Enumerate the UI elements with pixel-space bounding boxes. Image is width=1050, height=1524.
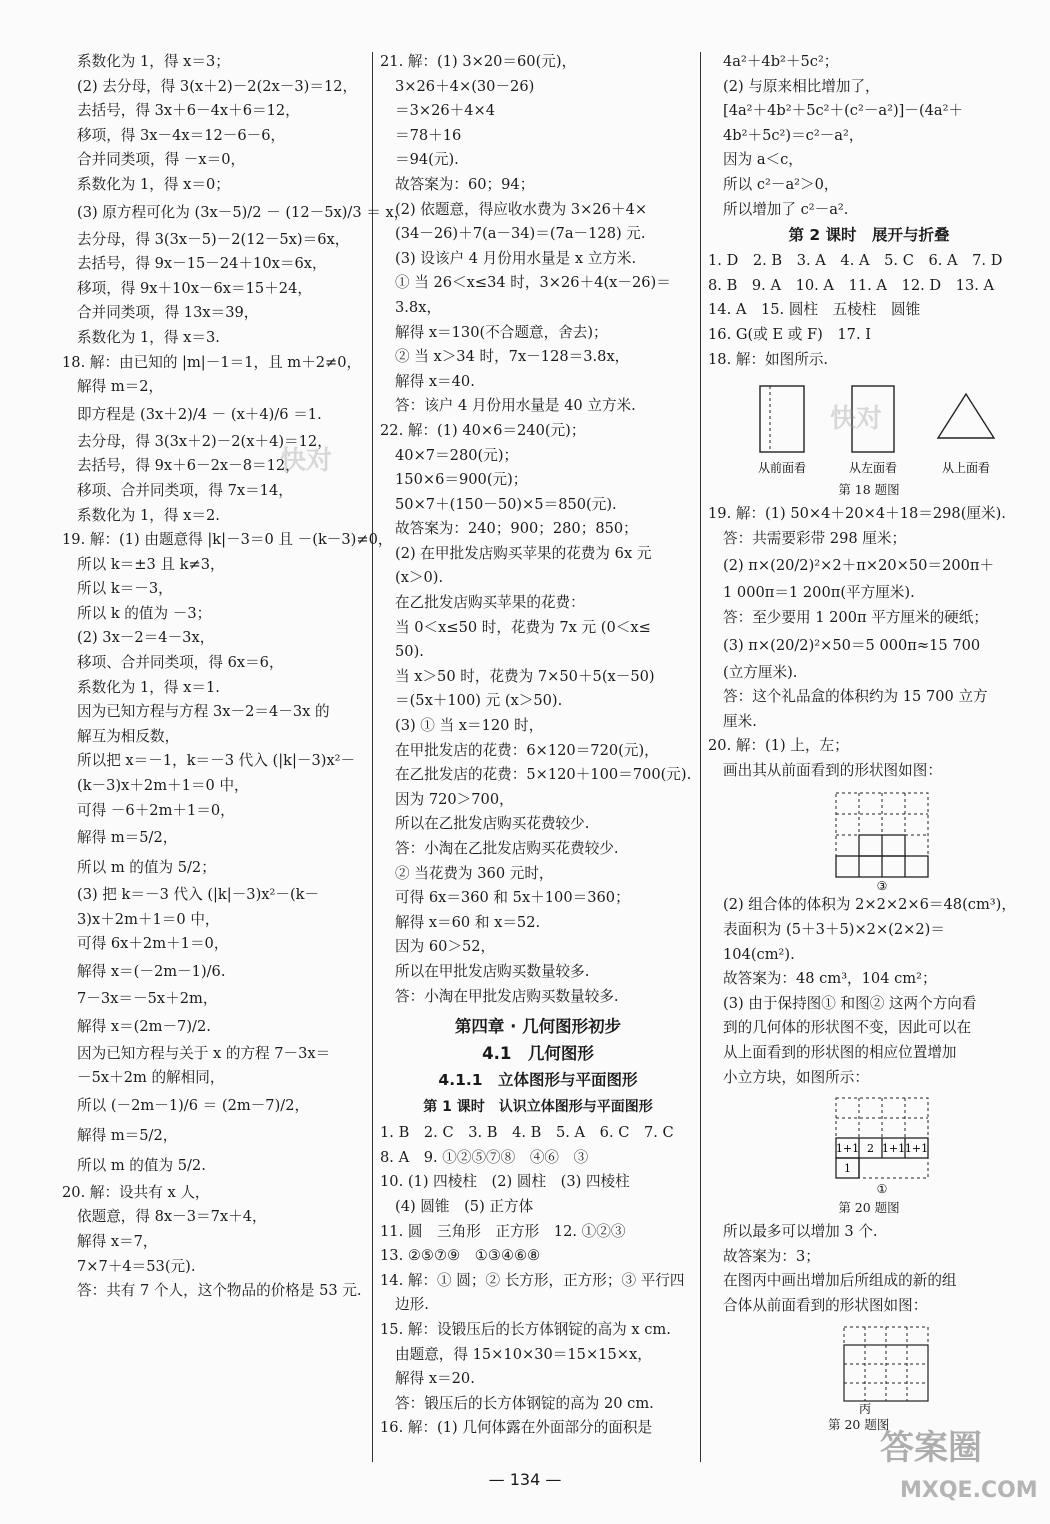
- text-line: 在乙批发店的花费：5×120＋100＝700(元).: [395, 766, 692, 784]
- fig20b-label: ①: [876, 1182, 888, 1197]
- figure-20-new-front-view: [708, 1323, 1030, 1435]
- text-line: 4b²＋5c²)＝c²－a²，: [723, 126, 864, 144]
- col2-answers-lesson1: [380, 1121, 696, 1441]
- text-line: (34－26)＋7(a－34)＝(7a－128) 元.: [395, 225, 646, 243]
- text-line: 画出其从前面看到的形状图如图：: [723, 761, 942, 779]
- text-line: (4) 圆锥 (5) 正方体: [395, 1197, 534, 1215]
- text-line: 移项，得 9x＋10x－6x＝15＋24，: [77, 279, 312, 297]
- figure-20-top-view: [708, 1094, 1030, 1218]
- text-line: 去括号，得 9x－15－24＋10x＝6x，: [77, 255, 327, 273]
- text-line: 所以 m 的值为 5/2.: [77, 1156, 206, 1174]
- text-line: 11. 圆 三角形 正方形 12. ①②③: [380, 1222, 626, 1240]
- front-view-rect: [760, 386, 804, 452]
- text-line: 小立方块，如图所示：: [723, 1068, 869, 1086]
- text-line: 去分母，得 3(3x－5)－2(12－5x)＝6x，: [77, 230, 350, 248]
- text-line: 因为 60＞52，: [395, 938, 496, 956]
- text-line: 4a²＋4b²＋5c²；: [723, 53, 839, 70]
- text-line: 16. G(或 E 或 F) 17. I: [708, 325, 871, 343]
- text-line: ② 当花费为 360 元时，: [395, 864, 554, 882]
- watermark: MXQE.COM: [900, 1478, 1038, 1503]
- text-line: (3) 设该户 4 月份用水量是 x 立方米.: [395, 249, 637, 267]
- text-line: 合体从前面看到的形状图如图：: [723, 1297, 928, 1314]
- text-line: (立方厘米).: [723, 663, 798, 681]
- text-line: 104(cm²).: [723, 945, 795, 963]
- text-line: 移项，得 3x－4x＝12－6－6，: [77, 126, 286, 144]
- column-1: [62, 50, 409, 1304]
- lesson-title: 第 2 课时 展开与折叠: [788, 226, 950, 245]
- fig20b-cell: 1: [844, 1162, 851, 1176]
- text-line: 18. 解：如图所示.: [708, 350, 829, 368]
- text-line: 50×7＋(150－50)×5＝850(元).: [395, 495, 617, 513]
- text-line: －5x＋2m 的解相同，: [77, 1069, 225, 1087]
- page-number: — 134 —: [488, 1470, 562, 1489]
- text-line: 10. (1) 四棱柱 (2) 圆柱 (3) 四棱柱: [380, 1173, 630, 1191]
- fig18-label-front: 从前面看: [757, 461, 807, 476]
- text-line: (2) 依题意，得应收水费为 3×26＋4×: [395, 200, 648, 218]
- text-line: 系数化为 1，得 x＝1.: [77, 678, 220, 696]
- watermark: 快对: [280, 446, 333, 476]
- text-line: (2) 与原来相比增加了，: [723, 77, 880, 95]
- top-view-triangle: [938, 394, 994, 438]
- text-line: 去括号，得 9x＋6－2x－8＝12，: [77, 457, 300, 475]
- column-3: [708, 50, 1030, 1437]
- fig20b-cell: 2: [867, 1142, 874, 1156]
- fig20a-label: ③: [876, 879, 888, 894]
- text-line: 150×6＝900(元)；: [395, 471, 528, 489]
- text-line: (2) π×(20/2)²×2＋π×20×50＝200π＋: [723, 557, 995, 575]
- text-line: 可得 －6＋2m＋1＝0，: [77, 801, 235, 819]
- text-line: 7－3x＝－5x＋2m，: [77, 990, 218, 1007]
- text-line: 系数化为 1，得 x＝2.: [77, 506, 220, 524]
- text-line: (3) 原方程可化为 (3x－5)/2 － (12－5x)/3 ＝ x，: [77, 203, 409, 221]
- text-line: 可得 6x＝360 和 5x＋100＝360；: [395, 889, 630, 907]
- text-line: 故答案为：3；: [723, 1247, 820, 1265]
- text-line: 依题意，得 8x－3＝7x＋4，: [77, 1208, 267, 1226]
- fig18-label-top: 从上面看: [941, 461, 991, 476]
- text-line: 故答案为：60；94；: [395, 175, 535, 193]
- text-line: 在图丙中画出增加后所组成的新的组: [723, 1272, 957, 1290]
- chapter-title: 第四章 · 几何图形初步: [454, 1017, 622, 1037]
- text-line: 解互为相反数，: [77, 727, 180, 745]
- text-line: 答：共有 7 个人，这个物品的价格是 53 元.: [77, 1282, 362, 1300]
- text-line: 解得 m＝5/2，: [77, 829, 178, 847]
- watermark: 答案圈: [880, 1428, 982, 1468]
- text-line: 13. ②⑤⑦⑨ ①③④⑥⑧: [380, 1247, 541, 1265]
- text-line: ② 当 x＞34 时，7x－128＝3.8x，: [395, 348, 630, 366]
- text-line: 表面积为 (5＋3＋5)×2×(2×2)＝: [723, 921, 945, 939]
- text-line: (3) 把 k＝－3 代入 (|k|－3)x²－(k－: [77, 886, 320, 904]
- col3-answer-20-cont: [708, 893, 1030, 1090]
- col2-answers-21-22: [380, 50, 696, 1009]
- text-line: 18. 解：由已知的 |m|－1＝1，且 m＋2≠0，: [62, 353, 362, 371]
- subsection-title: 4.1.1 立体图形与平面图形: [438, 1071, 638, 1090]
- text-line: 14. 解：① 圆；② 长方形，正方形；③ 平行四: [380, 1271, 685, 1289]
- figure-20c-caption: 第 20 题图: [828, 1416, 890, 1432]
- figure-20-caption: 第 20 题图: [838, 1200, 900, 1216]
- lesson-title: 第 1 课时 认识立体图形与平面图形: [423, 1099, 653, 1116]
- text-line: 可得 6x＋2m＋1＝0，: [77, 935, 229, 953]
- text-line: 所以 m 的值为 5/2；: [77, 859, 216, 877]
- col3-answers-19-20: [708, 502, 1030, 783]
- text-line: 合并同类项，得 13x＝39，: [77, 304, 259, 322]
- fig20b-cell: 1+1: [904, 1142, 929, 1156]
- text-line: 去分母，得 3(3x＋2)－2(x＋4)＝12，: [77, 432, 332, 450]
- section-title: 4.1 几何图形: [482, 1044, 594, 1064]
- text-line: 解得 x＝40.: [395, 372, 475, 390]
- text-line: 从上面看到的形状图的相应位置增加: [723, 1044, 957, 1062]
- text-line: 50).: [395, 643, 424, 661]
- text-line: 解得 x＝20.: [395, 1370, 475, 1388]
- fig18-label-left: 从左面看: [848, 461, 898, 476]
- text-line: 答：该户 4 月份用水量是 40 立方米.: [395, 397, 636, 415]
- text-line: 当 x＞50 时，花费为 7×50＋5(x－50): [395, 667, 655, 685]
- text-line: 答：这个礼品盒的体积约为 15 700 立方: [723, 688, 988, 706]
- text-line: 当 0＜x≤50 时，花费为 7x 元 (0＜x≤: [395, 618, 651, 636]
- fig20b-cell: 1+1: [835, 1142, 860, 1156]
- text-line: 系数化为 1，得 x＝0；: [77, 175, 230, 193]
- text-line: 3×26＋4×(30－26): [395, 77, 535, 95]
- text-line: 因为 a＜c，: [723, 151, 803, 169]
- text-line: 答：小淘在乙批发店购买花费较少.: [395, 840, 619, 857]
- text-line: 厘米.: [723, 712, 757, 730]
- text-line: 20. 解：设共有 x 人，: [62, 1183, 210, 1201]
- text-line: 故答案为：48 cm³，104 cm²；: [723, 970, 937, 988]
- text-line: 16. 解：(1) 几何体露在外面部分的面积是: [380, 1419, 653, 1437]
- text-line: (2) 组合体的体积为 2×2×2×6＝48(cm³)，: [723, 896, 1016, 914]
- text-line: ＝(5x＋100) 元 (x＞50).: [395, 692, 563, 710]
- text-line: 因为已知方程与关于 x 的方程 7－3x＝: [77, 1044, 331, 1062]
- text-line: ＝78＋16: [395, 126, 462, 144]
- text-line: 在乙批发店购买苹果的花费：: [395, 594, 585, 612]
- text-line: (2) 在甲批发店购买苹果的花费为 6x 元: [395, 544, 652, 562]
- text-line: (3) 由于保持图① 和图② 这两个方向看: [723, 994, 977, 1012]
- column-divider: [700, 52, 701, 1462]
- figure-18-caption: 第 18 题图: [838, 482, 900, 498]
- col3-answer-20-end: [708, 1220, 1030, 1318]
- text-line: (2) 3x－2＝4－3x，: [77, 629, 215, 647]
- text-line: 所以 k 的值为 －3；: [77, 604, 212, 622]
- text-line: 14. A 15. 圆柱 五棱柱 圆锥: [708, 301, 921, 319]
- text-line: 答：锻压后的长方体钢锭的高为 20 cm.: [395, 1394, 654, 1412]
- text-line: 因为 720＞700，: [395, 790, 514, 808]
- col3-continued: [708, 50, 1030, 222]
- text-line: 所以把 x＝－1，k＝－3 代入 (|k|－3)x²－: [77, 752, 356, 770]
- text-line: 3.8x，: [395, 298, 442, 316]
- text-line: 40×7＝280(元)；: [395, 446, 519, 464]
- text-line: 系数化为 1，得 x＝3；: [77, 53, 230, 70]
- text-line: 19. 解：(1) 50×4＋20×4＋18＝298(厘米).: [708, 505, 1006, 523]
- text-line: (2) 去分母，得 3(x＋2)－2(2x－3)＝12，: [77, 77, 358, 95]
- text-line: (3) π×(20/2)²×50＝5 000π≈15 700: [723, 636, 981, 654]
- text-line: 22. 解：(1) 40×6＝240(元)；: [380, 421, 586, 439]
- text-line: 所以 k＝±3 且 k≠3，: [77, 555, 225, 573]
- watermark: 快对: [830, 404, 883, 434]
- figure-18: [708, 376, 1030, 500]
- text-line: 8. B 9. A 10. A 11. A 12. D 13. A: [708, 276, 995, 294]
- text-line: 所以最多可以增加 3 个.: [723, 1223, 878, 1241]
- text-line: 合并同类项，得 －x＝0，: [77, 151, 246, 169]
- column-2: [380, 50, 696, 1441]
- text-line: 解得 x＝(－2m－1)/6.: [77, 963, 226, 980]
- text-line: 15. 解：设锻压后的长方体钢锭的高为 x cm.: [380, 1320, 671, 1338]
- text-line: 去括号，得 3x＋6－4x＋6＝12，: [77, 102, 300, 120]
- fig20b-cell: 1+1: [881, 1142, 906, 1156]
- text-line: 边形.: [395, 1296, 429, 1314]
- text-line: 系数化为 1，得 x＝3.: [77, 328, 220, 346]
- text-line: 8. A 9. ①②⑤⑦⑧ ④⑥ ③: [380, 1148, 589, 1166]
- text-line: 所以 c²－a²＞0，: [723, 175, 839, 193]
- text-line: 所以在乙批发店购买花费较少.: [395, 815, 590, 833]
- text-line: 1 000π＝1 200π(平方厘米).: [723, 584, 915, 602]
- text-line: 所以在甲批发店购买数量较多.: [395, 962, 590, 980]
- text-line: (k－3)x＋2m＋1＝0 中，: [77, 777, 249, 795]
- text-line: 在甲批发店的花费：6×120＝720(元)，: [395, 741, 659, 759]
- col3-answers-lesson2: [708, 249, 1030, 372]
- text-line: 1. D 2. B 3. A 4. A 5. C 6. A 7. D: [708, 252, 1003, 270]
- text-line: 19. 解：(1) 由题意得 |k|－3＝0 且 －(k－3)≠0，: [62, 531, 393, 549]
- text-line: 即方程是 (3x＋2)/4 － (x＋4)/6 ＝1.: [77, 405, 322, 423]
- text-line: 20. 解：(1) 上，左；: [708, 737, 849, 755]
- fig20c-label: 丙: [858, 1401, 872, 1416]
- text-line: 移项、合并同类项，得 6x＝6，: [77, 654, 284, 672]
- text-line: [4a²＋4b²＋5c²＋(c²－a²)]－(4a²＋: [723, 102, 964, 120]
- figure-20-front-view: [708, 787, 1030, 894]
- text-line: 21. 解：(1) 3×20＝60(元)，: [380, 53, 577, 70]
- text-line: 由题意，得 15×10×30＝15×15×x，: [395, 1345, 652, 1363]
- text-line: ＝94(元).: [395, 151, 459, 169]
- text-line: 解得 m＝2，: [77, 378, 164, 396]
- column-divider: [372, 52, 373, 1462]
- text-line: 故答案为：240；900；280；850；: [395, 520, 638, 538]
- text-line: 1. B 2. C 3. B 4. B 5. A 6. C 7. C: [380, 1124, 674, 1142]
- text-line: 答：共需要彩带 298 厘米；: [723, 529, 907, 547]
- text-line: (3) ① 当 x＝120 时，: [395, 717, 544, 735]
- text-line: 所以增加了 c²－a².: [723, 200, 849, 218]
- text-line: ＝3×26＋4×4: [395, 102, 496, 120]
- text-line: 移项、合并同类项，得 7x＝14，: [77, 481, 293, 499]
- text-line: 解得 x＝60 和 x＝52.: [395, 913, 541, 931]
- text-line: 答：小淘在甲批发店购买数量较多.: [395, 987, 619, 1005]
- text-line: 所以 (－2m－1)/6 ＝ (2m－7)/2，: [77, 1096, 310, 1114]
- text-line: 解得 x＝(2m－7)/2.: [77, 1017, 211, 1035]
- text-line: 因为已知方程与方程 3x－2＝4－3x 的: [77, 703, 330, 721]
- text-line: 解得 x＝130(不合题意，舍去)；: [395, 323, 608, 341]
- text-line: 到的几何体的形状图不变，因此可以在: [723, 1019, 972, 1037]
- text-line: 解得 m＝5/2，: [77, 1126, 178, 1144]
- text-line: 3)x＋2m＋1＝0 中，: [77, 910, 220, 928]
- text-line: 答：至少要用 1 200π 平方厘米的硬纸；: [723, 608, 988, 626]
- text-line: ① 当 26＜x≤34 时，3×26＋4(x－26)＝: [395, 274, 671, 292]
- text-line: 解得 x＝7，: [77, 1232, 158, 1250]
- text-line: 7×7＋4＝53(元).: [77, 1257, 196, 1275]
- text-line: 所以 k＝－3，: [77, 580, 173, 598]
- text-line: (x＞0).: [395, 569, 444, 587]
